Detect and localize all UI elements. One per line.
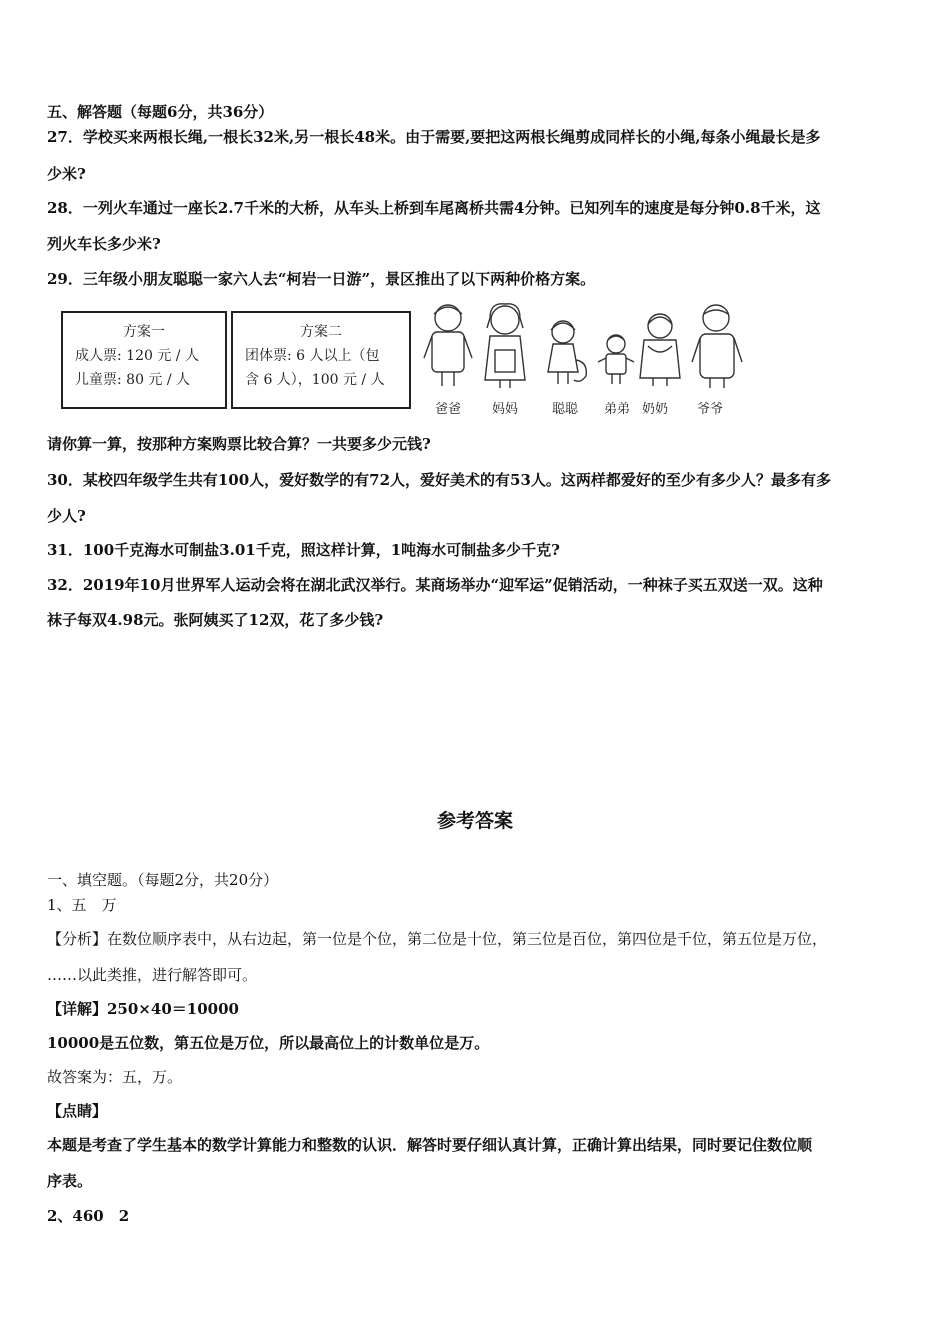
section5-heading: 五、解答题（每题6分，共36分） — [47, 103, 274, 121]
plan2-box — [231, 311, 411, 409]
boy-figure — [598, 335, 634, 384]
analysis-line2: ……以此类推，进行解答即可。 — [47, 966, 258, 984]
comment-line1: 本题是考查了学生基本的数学计算能力和整数的认识．解答时要仔细认真计算，正确计算出结果，同时要记住数位顺 — [47, 1136, 813, 1154]
q30-line1: 30．某校四年级学生共有100人，爱好数学的有72人，爱好美术的有53人。这两样都爱好的至少有多少人？最多有多 — [47, 471, 831, 489]
q28-line1: 28．一列火车通过一座长2.7千米的大桥，从车头上桥到车尾离桥共需4分钟。已知列车的速度是每分钟0.8千米，这 — [47, 199, 821, 217]
plan1-line1: 成人票: 120 元 / 人 — [75, 348, 199, 364]
q29-line1: 29．三年级小朋友聪聪一家六人去“柯岩一日游”，景区推出了以下两种价格方案。 — [47, 270, 596, 288]
caption-congcong: 聪聪 — [552, 402, 579, 417]
girl-figure — [548, 321, 586, 384]
q27-line1: 27．学校买来两根长绳,一根长32米,另一根长48米。由于需要,要把这两根长绳剪成同样长的小绳,每条小绳最长是多 — [47, 128, 821, 146]
caption-grandma: 奶奶 — [642, 402, 669, 417]
dad-figure — [424, 305, 472, 386]
caption-mom: 妈妈 — [492, 402, 519, 417]
q27-line2: 少米? — [47, 165, 86, 183]
q30-line2: 少人? — [47, 507, 86, 525]
plan1-line2: 儿童票: 80 元 / 人 — [75, 372, 191, 388]
detail-line: 【详解】250×40＝10000 — [47, 1000, 239, 1018]
answer-2: 2、460 2 — [47, 1207, 130, 1225]
q29-line2: 请你算一算，按那种方案购票比较合算？一共要多少元钱? — [47, 435, 431, 453]
plan1-title: 方案一 — [123, 324, 165, 340]
plan2-title: 方案二 — [300, 324, 342, 340]
comment-label: 【点睛】 — [47, 1102, 108, 1120]
comment-line2: 序表。 — [47, 1172, 93, 1190]
q28-line2: 列火车长多少米? — [47, 235, 161, 253]
q32-line2: 袜子每双4.98元。张阿姨买了12双，花了多少钱? — [47, 611, 384, 629]
grandpa-figure — [692, 305, 742, 388]
caption-grandpa: 爷爷 — [697, 402, 724, 417]
analysis-line1: 【分析】在数位顺序表中，从右边起，第一位是个位，第二位是十位，第三位是百位，第四位是千位，第五位是万位， — [47, 930, 828, 948]
answers-title: 参考答案 — [436, 810, 513, 832]
mom-figure — [485, 304, 525, 388]
conclusion-line: 故答案为：五，万。 — [47, 1068, 183, 1086]
plan1-box — [61, 311, 227, 409]
caption-dad: 爸爸 — [435, 402, 462, 417]
answers-section1: 一、填空题。（每题2分，共20分） — [47, 871, 279, 889]
q32-line1: 32．2019年10月世界军人运动会将在湖北武汉举行。某商场举办“迎军运”促销活动，一种袜子买五双送一双。这种 — [47, 576, 823, 594]
detail-line2: 10000是五位数，第五位是万位，所以最高位上的计数单位是万。 — [47, 1034, 490, 1052]
q31: 31．100千克海水可制盐3.01千克，照这样计算，1吨海水可制盐多少千克? — [47, 541, 560, 559]
plan2-line2: 含 6 人），100 元 / 人 — [245, 372, 385, 388]
grandma-figure — [640, 314, 680, 386]
plan2-line1: 团体票: 6 人以上（包 — [245, 348, 380, 364]
caption-brother: 弟弟 — [604, 402, 631, 417]
answer-1: 1、五 万 — [47, 896, 117, 914]
